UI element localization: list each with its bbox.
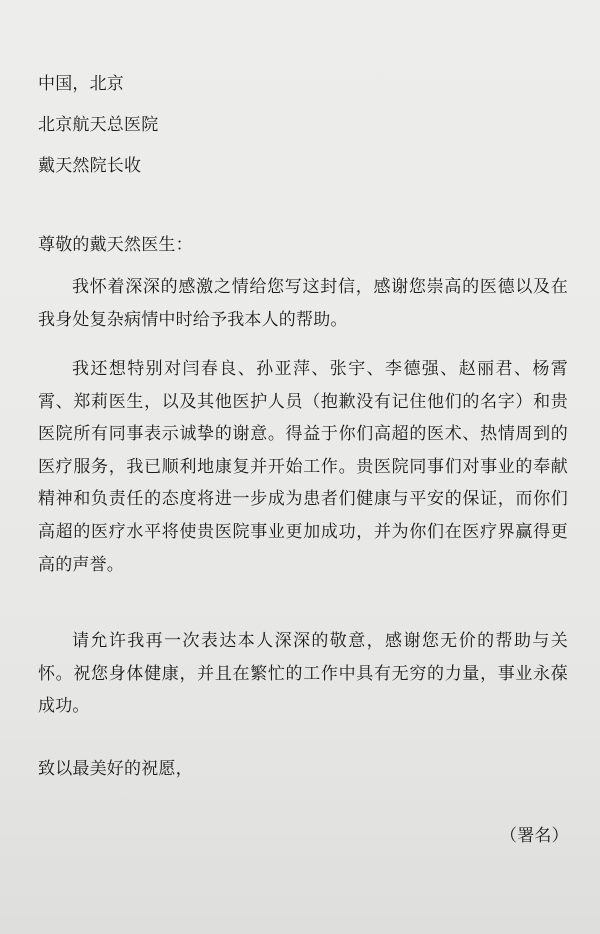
address-line-country-city: 中国，北京 bbox=[38, 74, 124, 94]
letter-paragraph-wishes: 请允许我再一次表达本人深深的敬意，感谢您无价的帮助与关怀。祝您身体健康，并且在繁忙的工作中具有无穷的力量，事业永葆成功。 bbox=[38, 631, 568, 717]
letter-paragraph-thanks-staff: 我还想特别对闫春良、孙亚萍、张宇、李德强、赵丽君、杨霄霄、郑莉医生，以及其他医护人员（抱歉没有记住他们的名字）和贵医院所有同事表示诚挚的谢意。得益于你们高超的医术、热情周到的医疗服务，我已顺利地康复并开始工作。贵医院同事们对事业的奉献精神和负责任的态度将进一步成为患者们健康与平安的保证，而你们高超的医疗水平将使贵医院事业更加成功，并为你们在医疗界赢得更高的声誉。 bbox=[38, 359, 568, 575]
letter-closing: 致以最美好的祝愿， bbox=[38, 759, 193, 779]
letter-signature: （署名） bbox=[500, 826, 569, 846]
address-line-hospital: 北京航天总医院 bbox=[38, 115, 159, 135]
letter-greeting: 尊敬的戴天然医生： bbox=[38, 235, 193, 255]
address-line-recipient: 戴天然院长收 bbox=[38, 156, 142, 176]
letter-paragraph-gratitude: 我怀着深深的感激之情给您写这封信，感谢您崇高的医德以及在我身处复杂病情中时给予我本人的帮助。 bbox=[38, 277, 568, 330]
